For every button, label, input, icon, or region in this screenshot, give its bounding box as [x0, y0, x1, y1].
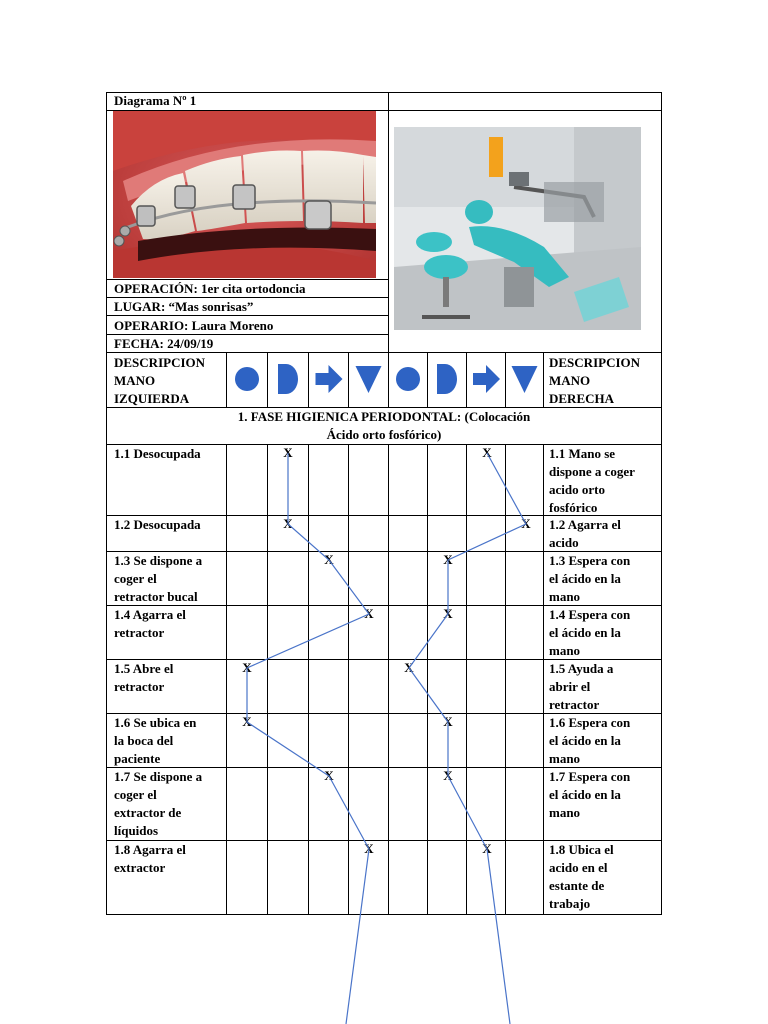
right-hand-mark: X [521, 516, 531, 531]
left-hand-activity: 1.7 Se dispone a coger el extractor de líquidos [114, 769, 203, 838]
left-hand-mark: X [283, 445, 293, 460]
left-hand-mark: X [324, 552, 334, 567]
right-hand-activity: 1.4 Espera con el ácido en la mano [549, 607, 631, 658]
right-hand-mark: X [482, 445, 492, 460]
left-hand-activity: 1.6 Se ubica en la boca del paciente [114, 715, 197, 766]
diagram-title: Diagrama Nº 1 [114, 93, 197, 108]
left-hand-activity: 1.1 Desocupada [114, 446, 201, 461]
right-hand-activity: 1.6 Espera con el ácido en la mano [549, 715, 631, 766]
left-hand-mark: X [242, 660, 252, 675]
left-hand-path-line [247, 453, 369, 1024]
left-hand-mark: X [364, 841, 374, 856]
operacion-text: OPERACIÓN: 1er cita ortodoncia [114, 281, 306, 296]
left-hand-mark: X [364, 606, 374, 621]
left-hand-mark: X [283, 516, 293, 531]
right-hand-activity: 1.2 Agarra el acido [549, 517, 621, 550]
left-hand-activity: 1.3 Se dispone a coger el retractor bucal [114, 553, 203, 604]
right-hand-activity: 1.5 Ayuda a abrir el retractor [549, 661, 614, 712]
left-hand-activity: 1.2 Desocupada [114, 517, 201, 532]
right-hand-mark: X [443, 552, 453, 567]
left-hand-mark: X [242, 714, 252, 729]
lugar-text: LUGAR: “Mas sonrisas” [114, 299, 254, 314]
left-hand-activity: 1.4 Agarra el retractor [114, 607, 186, 640]
left-header-text: DESCRIPCION MANO IZQUIERDA [114, 355, 206, 406]
operario-text: OPERARIO: Laura Moreno [114, 318, 274, 333]
right-hand-activity: 1.3 Espera con el ácido en la mano [549, 553, 631, 604]
right-hand-mark: X [482, 841, 492, 856]
right-hand-activity: 1.7 Espera con el ácido en la mano [549, 769, 631, 820]
right-header-text: DESCRIPCION MANO DERECHA [549, 355, 641, 406]
phase-title: 1. FASE HIGIENICA PERIODONTAL: (Colocación Ácido orto fosfórico) [237, 409, 531, 442]
left-hand-activity: 1.5 Abre el retractor [114, 661, 174, 694]
left-hand-mark: X [324, 768, 334, 783]
fecha-text: FECHA: 24/09/19 [114, 336, 214, 351]
right-hand-mark: X [443, 714, 453, 729]
right-hand-activity: 1.1 Mano se dispone a coger acido orto fosfórico [549, 446, 635, 515]
right-hand-activity: 1.8 Ubica el acido en el estante de trabajo [549, 842, 614, 911]
right-hand-path-line [409, 453, 526, 1024]
right-hand-mark: X [443, 606, 453, 621]
right-hand-mark: X [443, 768, 453, 783]
left-hand-activity: 1.8 Agarra el extractor [114, 842, 186, 875]
right-hand-mark: X [404, 660, 414, 675]
